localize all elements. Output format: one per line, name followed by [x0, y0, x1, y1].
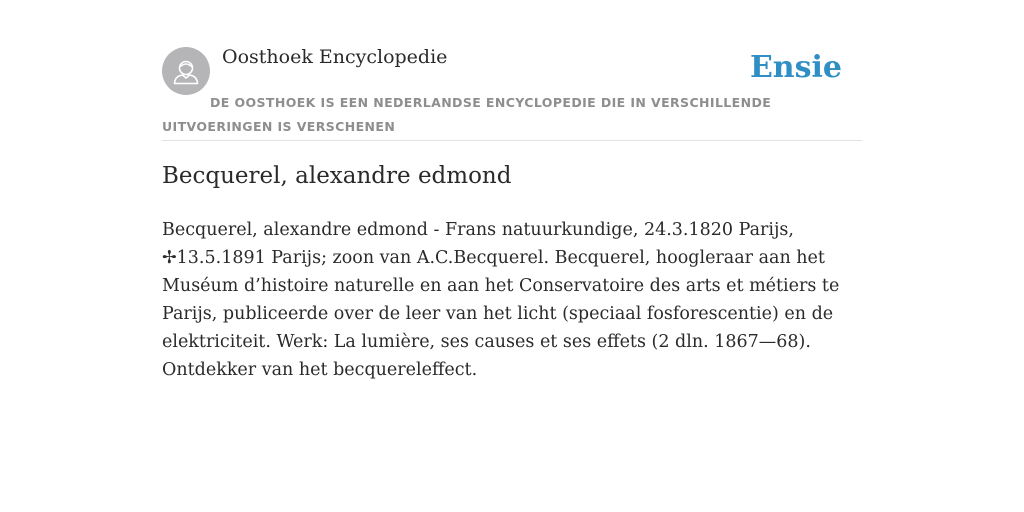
article-title: Becquerel, alexandre edmond — [162, 163, 512, 189]
site-name-link[interactable]: Oosthoek Encyclopedie — [222, 46, 448, 68]
user-avatar-icon[interactable] — [162, 47, 210, 95]
article-body: Becquerel, alexandre edmond - Frans natuurkundige, 24.3.1820 Parijs, ✢13.5.1891 Parijs; zoon van A.C.Becquerel. Becquerel, hoogleraar aan het Muséum d’histoire naturelle en aan het Conservatoire des arts et métiers te Parijs, publiceerde over de leer van het licht (speciaal fosforescentie) en de elektriciteit. Werk: La lumière, ses causes et ses effets (2 dln. 1867—68). Ontdekker van het becquereleffect. — [162, 220, 840, 380]
site-tagline: DE OOSTHOEK IS EEN NEDERLANDSE ENCYCLOPEDIE DIE IN VERSCHILLENDE UITVOERINGEN IS VERSCHENEN — [162, 95, 772, 134]
header — [162, 40, 862, 141]
user-silhouette-icon — [162, 47, 210, 95]
brand-logo[interactable]: Ensie — [749, 50, 842, 85]
